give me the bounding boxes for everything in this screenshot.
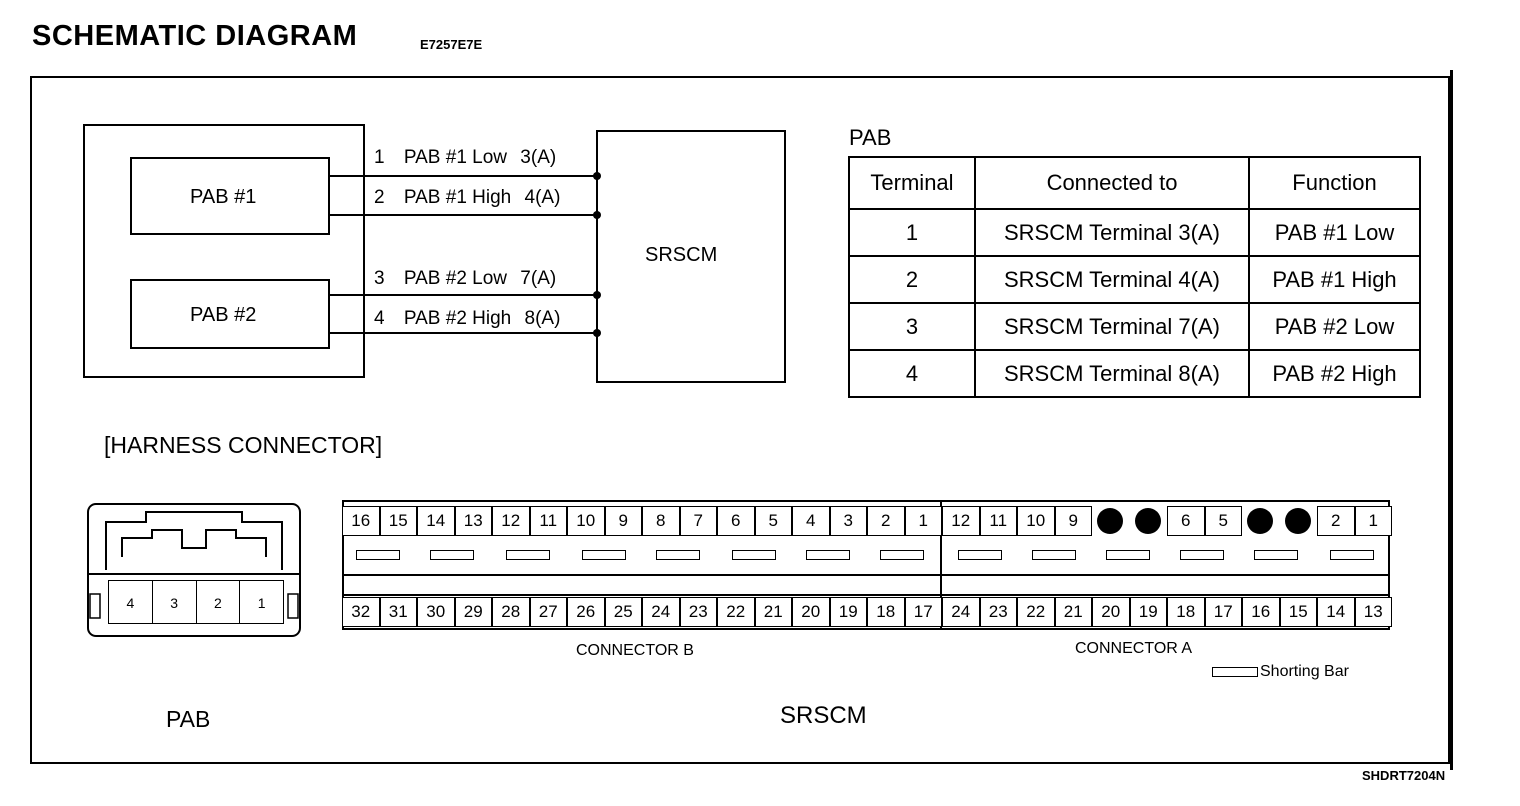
connector-pin: 15	[1280, 597, 1318, 627]
pab-connector-label: PAB	[166, 706, 211, 732]
connector-pin: 2	[1317, 506, 1355, 536]
shorting-bar-slot	[880, 550, 924, 560]
wire-name: PAB #1 High	[403, 187, 512, 208]
wire-label-1	[374, 147, 556, 169]
connector-pin: 11	[980, 506, 1018, 536]
table-cell: PAB #2 High	[1249, 350, 1420, 397]
wire-term: 3(A)	[520, 147, 557, 168]
wire-pin: 1	[374, 147, 385, 168]
connector-pin: 18	[1167, 597, 1205, 627]
connector-pin: 24	[942, 597, 980, 627]
table-cell: SRSCM Terminal 3(A)	[975, 209, 1249, 256]
shorting-bar-slot	[958, 550, 1002, 560]
pin: 4	[108, 580, 152, 624]
pab-table-caption: PAB	[849, 125, 892, 150]
connector-pin: 23	[980, 597, 1018, 627]
connector-pin: 16	[342, 506, 380, 536]
shorting-bar-slot	[732, 550, 776, 560]
pab-table	[848, 156, 1421, 398]
connector-pin: 21	[755, 597, 793, 627]
wire-name: PAB #1 Low	[403, 147, 508, 168]
connector-pin: 2	[867, 506, 905, 536]
wire-pin: 4	[374, 308, 385, 329]
wire-pin: 2	[374, 187, 385, 208]
shorting-bar-slot	[1106, 550, 1150, 560]
table-cell: 3	[849, 303, 975, 350]
wire-3-node	[593, 291, 601, 299]
srscm-label: SRSCM	[645, 244, 718, 266]
connector-pin: 31	[380, 597, 418, 627]
table-cell: SRSCM Terminal 4(A)	[975, 256, 1249, 303]
table-row	[849, 350, 1420, 397]
col-header: Terminal	[849, 157, 975, 209]
pab-connector-pins	[108, 580, 284, 624]
table-cell: PAB #1 Low	[1249, 209, 1420, 256]
connector-pin: 13	[455, 506, 493, 536]
footer-code: SHDRT7204N	[1362, 768, 1446, 783]
connector-pin: 6	[717, 506, 755, 536]
connector-pin: 1	[905, 506, 943, 536]
plugged-cavity	[1097, 508, 1123, 534]
table-cell: SRSCM Terminal 7(A)	[975, 303, 1249, 350]
connector-pin: 4	[792, 506, 830, 536]
connector-pin: 14	[1317, 597, 1355, 627]
connector-pin: 12	[942, 506, 980, 536]
connector-pin: 11	[530, 506, 568, 536]
table-row	[849, 209, 1420, 256]
wire-label-2	[374, 187, 560, 209]
shorting-bar-slot	[582, 550, 626, 560]
connector-pin: 5	[755, 506, 793, 536]
shorting-bar-slot	[656, 550, 700, 560]
wire-1-node	[593, 172, 601, 180]
table-header-row	[849, 157, 1420, 209]
wire-term: 4(A)	[524, 187, 561, 208]
connector-pin: 7	[680, 506, 718, 536]
plugged-cavity	[1247, 508, 1273, 534]
shorting-bar-slot	[1330, 550, 1374, 560]
connector-pin: 19	[830, 597, 868, 627]
table-row	[849, 303, 1420, 350]
table-cell: PAB #2 Low	[1249, 303, 1420, 350]
table-cell: 2	[849, 256, 975, 303]
connector-pin: 32	[342, 597, 380, 627]
pin: 3	[152, 580, 196, 624]
connector-pin: 5	[1205, 506, 1243, 536]
shorting-bar-slot	[430, 550, 474, 560]
table-cell: 4	[849, 350, 975, 397]
connector-pin: 26	[567, 597, 605, 627]
harness-heading: [HARNESS CONNECTOR]	[104, 432, 383, 458]
connector-pin: 16	[1242, 597, 1280, 627]
connector-pin: 6	[1167, 506, 1205, 536]
doc-code: E7257E7E	[420, 37, 483, 52]
shorting-bar-slot	[356, 550, 400, 560]
connector-pin: 21	[1055, 597, 1093, 627]
connector-rail-top	[342, 574, 1390, 576]
connector-pin: 14	[417, 506, 455, 536]
pab1-label: PAB #1	[190, 186, 257, 208]
connector-pin: 3	[830, 506, 868, 536]
connector-pin: 19	[1130, 597, 1168, 627]
connector-rail-bottom	[342, 594, 1390, 596]
table-row	[849, 256, 1420, 303]
connector-pin: 1	[1355, 506, 1393, 536]
connector-pin: 25	[605, 597, 643, 627]
connector-pin: 20	[792, 597, 830, 627]
connector-pin: 24	[642, 597, 680, 627]
plugged-cavity	[1135, 508, 1161, 534]
connector-pin: 17	[1205, 597, 1243, 627]
connector-pin: 30	[417, 597, 455, 627]
connector-pin: 13	[1355, 597, 1393, 627]
table-cell: PAB #1 High	[1249, 256, 1420, 303]
wire-name: PAB #2 Low	[403, 268, 508, 289]
connector-pin: 28	[492, 597, 530, 627]
shorting-bar-slot	[506, 550, 550, 560]
connector-pin: 17	[905, 597, 943, 627]
legend-label: Shorting Bar	[1260, 663, 1349, 680]
connector-pin: 22	[1017, 597, 1055, 627]
connector-pin: 12	[492, 506, 530, 536]
wire-label-3	[374, 268, 556, 290]
shorting-bar-icon	[1212, 667, 1258, 677]
connector-pin: 27	[530, 597, 568, 627]
connector-pin: 29	[455, 597, 493, 627]
table-cell: 1	[849, 209, 975, 256]
shorting-bar-slot	[1254, 550, 1298, 560]
connector-b-label: CONNECTOR B	[576, 642, 694, 659]
connector-pin: 15	[380, 506, 418, 536]
connector-pin: 18	[867, 597, 905, 627]
connector-pin: 10	[1017, 506, 1055, 536]
plugged-cavity	[1285, 508, 1311, 534]
connector-pin: 9	[605, 506, 643, 536]
col-header: Connected to	[975, 157, 1249, 209]
table-cell: SRSCM Terminal 8(A)	[975, 350, 1249, 397]
srscm-connector-label: SRSCM	[780, 702, 867, 729]
wire-term: 8(A)	[524, 308, 561, 329]
connector-pin: 22	[717, 597, 755, 627]
pin: 2	[196, 580, 240, 624]
wire-pin: 3	[374, 268, 385, 289]
shorting-bar-slot	[806, 550, 850, 560]
connector-pin: 9	[1055, 506, 1093, 536]
pab2-label: PAB #2	[190, 304, 257, 326]
col-header: Function	[1249, 157, 1420, 209]
connector-pin: 20	[1092, 597, 1130, 627]
page-title: SCHEMATIC DIAGRAM	[32, 20, 358, 52]
connector-pin: 8	[642, 506, 680, 536]
connector-pin: 23	[680, 597, 718, 627]
connector-a-label: CONNECTOR A	[1075, 640, 1193, 657]
wire-4-node	[593, 329, 601, 337]
shorting-bar-slot	[1180, 550, 1224, 560]
wire-name: PAB #2 High	[403, 308, 512, 329]
connector-pin: 10	[567, 506, 605, 536]
pin: 1	[239, 580, 284, 624]
shorting-bar-slot	[1032, 550, 1076, 560]
wire-2-node	[593, 211, 601, 219]
wire-label-4	[374, 308, 560, 330]
wire-term: 7(A)	[520, 268, 557, 289]
